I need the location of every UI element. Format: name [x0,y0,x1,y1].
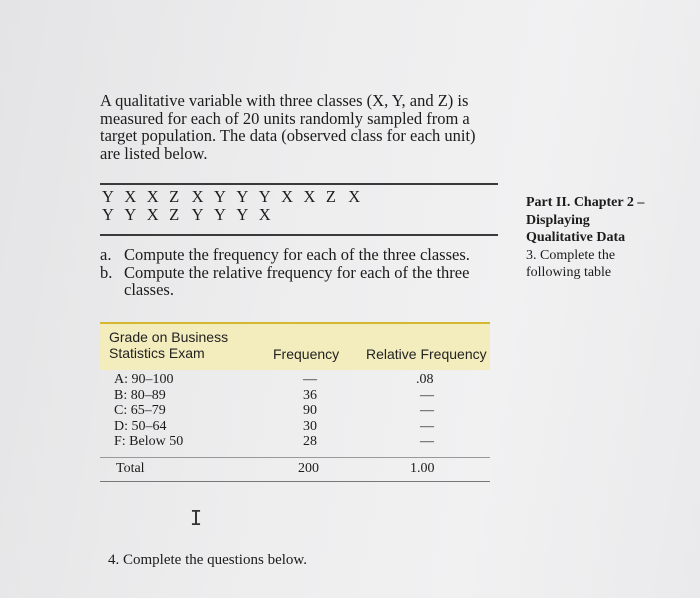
freq-cell-d: 30 [303,418,317,434]
grade-cell-b: B: 80–89 [114,387,166,403]
problem-line-2: measured for each of 20 units randomly sampled from a [100,108,470,128]
grade-cell-a: A: 90–100 [114,372,174,387]
data-row-1 [102,187,371,207]
table-body [100,372,490,458]
data-value: Z [325,187,337,206]
problem-line-4: are listed below. [100,143,208,163]
problem-line-1: A qualitative variable with three classes (X, Y, and Z) is [100,91,469,110]
side-note [526,194,644,282]
grade-cell-f: F: Below 50 [114,434,184,449]
data-value: Y [236,205,249,224]
rel-cell-f: — [420,434,434,449]
question-b-text-cont: classes. [124,280,174,299]
data-value: X [146,187,160,206]
data-value: Z [169,205,180,224]
data-value: Y [102,205,115,224]
data-row-2 [102,205,281,225]
data-bottom-rule [100,234,498,236]
side-note-line-1: Part II. Chapter 2 – [526,195,645,210]
rel-cell-c: — [420,403,434,418]
problem-statement [100,92,530,162]
header-grade-line-2: Statistics Exam [109,345,205,361]
data-value: X [348,187,361,206]
table-header [100,322,490,370]
data-value: Y [124,205,137,224]
data-value: X [124,187,137,206]
question-b-text: Compute the relative frequency for each of the three [124,262,470,282]
data-value: X [303,187,316,206]
grade-cell-d: D: 50–64 [114,418,167,434]
questions [100,246,520,299]
data-top-rule [100,183,498,185]
footer-question: 4. Complete the questions below. [108,552,307,568]
data-value: X [281,187,294,206]
total-frequency: 200 [298,461,319,476]
data-value: Y [236,187,249,206]
data-value: Y [102,187,115,206]
total-label: Total [116,461,145,476]
rel-cell-d: — [420,418,434,434]
rel-cell-a: .08 [416,372,434,387]
freq-cell-c: 90 [303,403,317,418]
data-value: Z [169,187,180,206]
side-note-line-2: Displaying [526,212,590,228]
data-value: Y [258,187,272,206]
total-relative-frequency: 1.00 [410,461,435,476]
question-b-label: b. [100,262,113,282]
side-note-line-5: following table [526,265,612,280]
rel-cell-b: — [420,387,434,403]
header-grade-line-1: Grade on Business [109,329,229,345]
total-top-rule [100,457,490,458]
data-value: X [191,187,204,206]
data-value: Y [191,205,204,224]
header-relative-frequency: Relative Frequency [366,346,487,362]
question-a-label: a. [100,245,112,264]
side-note-line-4: 3. Complete the [526,247,616,263]
text-cursor-icon: I [190,506,203,530]
question-a [100,246,520,264]
grade-cell-c: C: 65–79 [114,403,166,418]
problem-line-3: target population. The data (observed class for each unit) [100,126,476,145]
total-bottom-rule [100,481,490,482]
data-value: X [258,205,272,224]
header-frequency: Frequency [273,346,340,362]
data-value: X [146,205,160,224]
question-b [100,264,520,282]
freq-cell-b: 36 [303,387,317,403]
data-value: Y [213,205,227,224]
header-grade [109,329,228,361]
question-a-text: Compute the frequency for each of the three classes. [124,245,470,264]
freq-cell-a: — [303,372,317,387]
data-value: Y [213,187,227,206]
side-note-line-3: Qualitative Data [526,230,626,245]
freq-cell-f: 28 [303,434,317,449]
